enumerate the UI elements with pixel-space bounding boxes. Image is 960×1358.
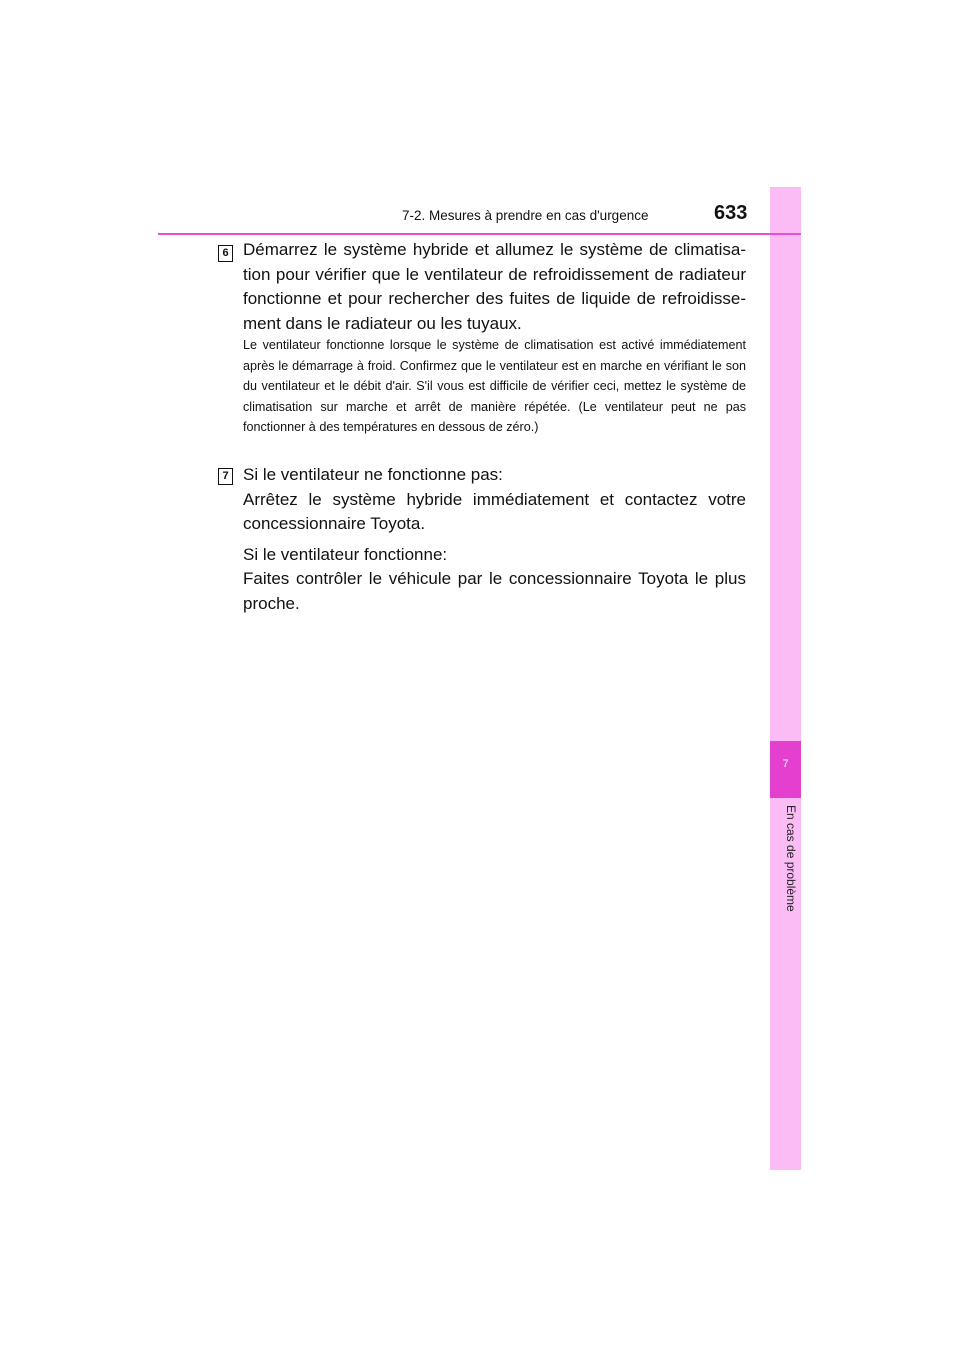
- step-6-instruction: Démarrez le système hybride et allumez le système de climatisa-tion pour vérifier que le ventilateur de refroidissement de radiateur fonctionne et pour rechercher des fuites de liquide de refroidisse-ment dans le radiateur ou les tuyaux.: [243, 240, 746, 333]
- step-7-instruction: [243, 463, 746, 616]
- chapter-number: 7: [782, 758, 789, 770]
- step-7-condition-not-working: Si le ventilateur ne fonctionne pas:: [243, 465, 503, 484]
- chapter-side-tab: [770, 187, 801, 1170]
- step-7-action-not-working: Arrêtez le système hybride immédiatement et contactez votre concessionnaire Toyota.: [243, 489, 746, 533]
- step-number-badge: 6: [218, 245, 233, 262]
- step-number-badge: 7: [218, 468, 233, 485]
- step-7-condition-working: Si le ventilateur fonctionne:: [243, 544, 448, 564]
- step-6-note: Le ventilateur fonctionne lorsque le système de climatisation est activé immédiatement après le démarrage à froid. Confirmez que le ventilateur est en marche en vérifiant le son du ventilateur et le débit d'air. S'il vous est difficile de vérifier ceci, mettez le système de climatisation sur marche et arrêt de manière répétée. (Le ventilateur peut ne pas fonctionner à des températures en dessous de zéro.): [243, 338, 746, 435]
- chapter-label: En cas de problème: [784, 805, 798, 912]
- header-divider: [158, 233, 801, 235]
- step-7-action-working: Faites contrôler le véhicule par le concessionnaire Toyota le plus proche.: [243, 569, 746, 613]
- page-number: 633: [714, 202, 748, 224]
- section-title: 7-2. Mesures à prendre en cas d'urgence: [402, 208, 649, 223]
